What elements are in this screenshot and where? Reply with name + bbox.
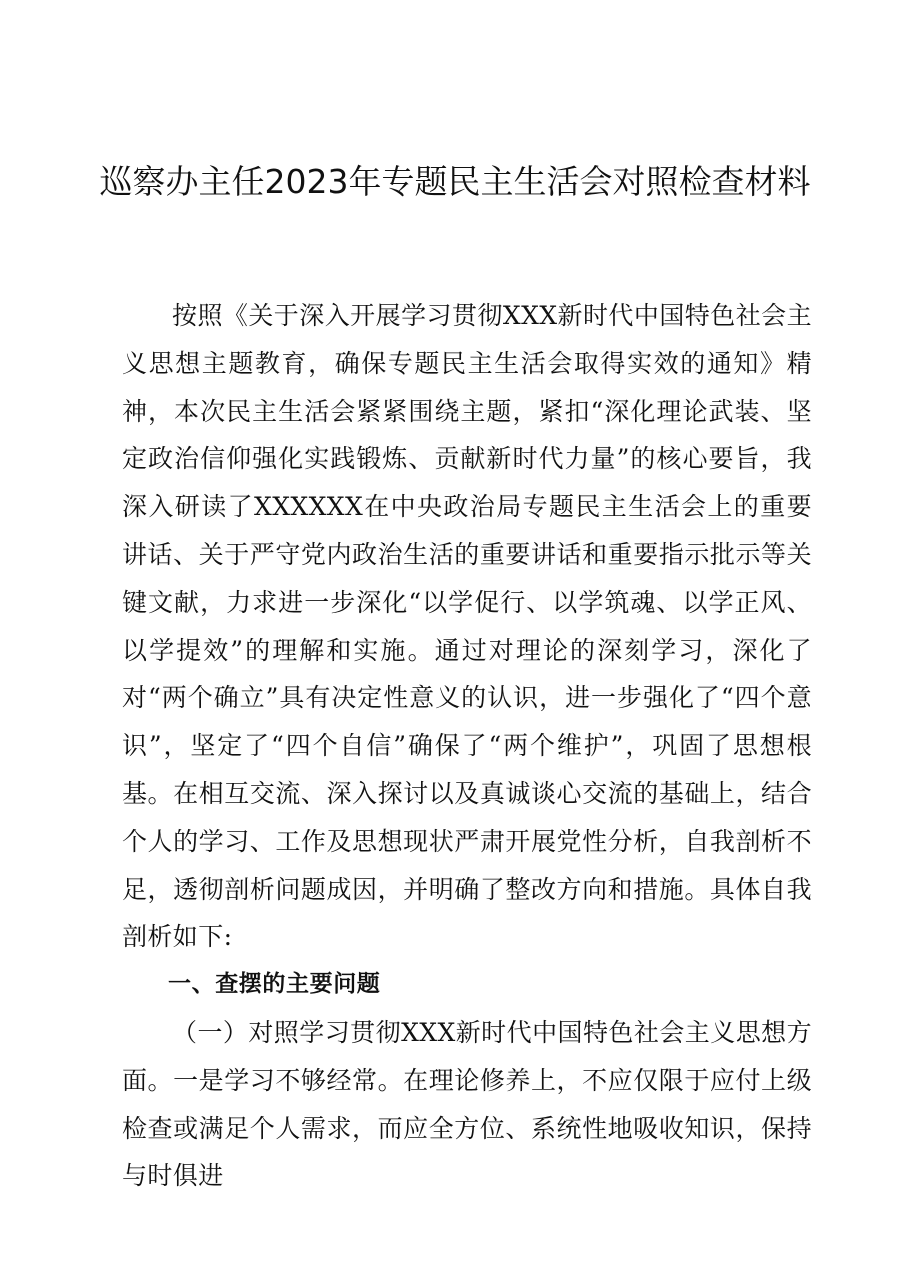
section-paragraph: （一）对照学习贯彻XXX新时代中国特色社会主义思想方面。一是学习不够经常。在理论修养上，不应仅限于应付上级检查或满足个人需求，而应全方位、系统性地吸收知识，保持与时俱进	[122, 1017, 812, 1191]
section-heading: 一、查摆的主要问题	[168, 971, 381, 998]
intro-paragraph: 按照《关于深入开展学习贯彻XXX新时代中国特色社会主义思想主题教育，确保专题民主生活会取得实效的通知》精神，本次民主生活会紧紧围绕主题，紧扣“深化理论武装、坚定政治信仰强化实践锻炼、贡献新时代力量”的核心要旨，我深入研读了XXXXXX在中央政治局专题民主生活会上的重要讲话、关于严守党内政治生活的重要讲话和重要指示批示等关键文献，力求进一步深化“以学促行、以学筑魂、以学正风、以学提效”的理解和实施。通过对理论的深刻学习，深化了对“两个确立”具有决定性意义的认识，进一步强化了“四个意识”，坚定了“四个自信”确保了“两个维护”，巩固了思想根基。在相互交流、深入探讨以及真诚谈心交流的基础上，结合个人的学习、工作及思想现状严肃开展党性分析，自我剖析不足，透彻剖析问题成因，并明确了整改方向和措施。具体自我剖析如下:	[122, 301, 812, 952]
document-title: 巡察办主任2023年专题民主生活会对照检查材料	[99, 162, 811, 201]
document-body	[122, 292, 812, 1200]
